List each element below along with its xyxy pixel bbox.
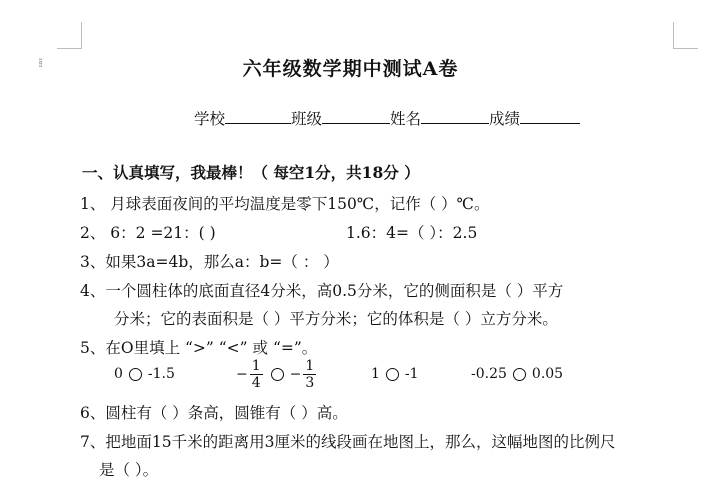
compare-item-b [236, 358, 318, 391]
compare-a-right: -1.5 [147, 366, 175, 382]
class-blank[interactable] [322, 106, 390, 124]
question-7-line-1: 7、把地面15千米的距离用3厘米的线段画在地图上，那么，这幅地图的比例尺 [80, 433, 616, 451]
question-2b: 1.6：4=（ ）：2.5 [346, 224, 478, 242]
question-4-line-1: 4、一个圆柱体的底面直径4分米，高0.5分米，它的侧面积是（ ）平方 [80, 282, 564, 300]
compare-circle-c[interactable] [386, 368, 399, 381]
fraction-right-numerator: 1 [305, 358, 315, 374]
class-label: 班级 [291, 110, 323, 128]
name-blank[interactable] [421, 106, 489, 124]
question-3: 3、如果3a=4b，那么a：b=（ ： ） [80, 253, 339, 271]
school-label: 学校 [194, 110, 226, 128]
fraction-left [250, 358, 263, 391]
question-7-line-2: 是（ ）。 [99, 461, 159, 479]
compare-c-left: 1 [371, 366, 380, 382]
compare-b-right-sign: − [289, 366, 302, 383]
fraction-right-denominator: 3 [305, 375, 315, 392]
score-blank[interactable] [520, 106, 580, 124]
compare-b-left-sign: − [236, 366, 248, 383]
compare-c-right: -1 [404, 366, 419, 382]
school-blank[interactable] [225, 106, 291, 124]
compare-circle-d[interactable] [513, 368, 526, 381]
question-6: 6、圆柱有（ ）条高，圆锥有（ ）高。 [80, 404, 348, 422]
question-2a: 2、 6：2 =21：( ) [80, 224, 216, 242]
question-4-line-2: 分米；它的表面积是（ ）平方分米；它的体积是（ ）立方分米。 [114, 310, 558, 328]
page-title: 六年级数学期中测试A卷 [242, 58, 459, 80]
fraction-left-denominator: 4 [251, 375, 261, 392]
question-5: 5、在O里填上 “>” “<” 或 “=”。 [80, 339, 318, 357]
compare-item-d [471, 366, 563, 382]
question-1: 1、 月球表面夜间的平均温度是零下150℃，记作（ ）℃。 [80, 195, 490, 213]
fraction-left-numerator: 1 [251, 358, 261, 374]
score-label: 成绩 [489, 110, 521, 128]
compare-circle-a[interactable] [129, 368, 142, 381]
section-1-heading: 一、认真填写，我最棒！（ 每空1分，共18分 ） [82, 163, 420, 182]
compare-item-c [371, 366, 419, 382]
compare-d-right: 0.05 [531, 366, 564, 382]
compare-item-a [114, 366, 175, 382]
crop-mark-top-right [673, 22, 698, 49]
drag-handle-icon[interactable]: ⁞⁞ [38, 56, 42, 71]
student-info-line [194, 106, 580, 129]
fraction-right [303, 358, 316, 391]
crop-mark-top-left [57, 22, 82, 49]
compare-circle-b[interactable] [271, 368, 284, 381]
name-label: 姓名 [390, 110, 422, 128]
compare-a-left: 0 [114, 366, 123, 382]
compare-d-left: -0.25 [471, 366, 507, 382]
